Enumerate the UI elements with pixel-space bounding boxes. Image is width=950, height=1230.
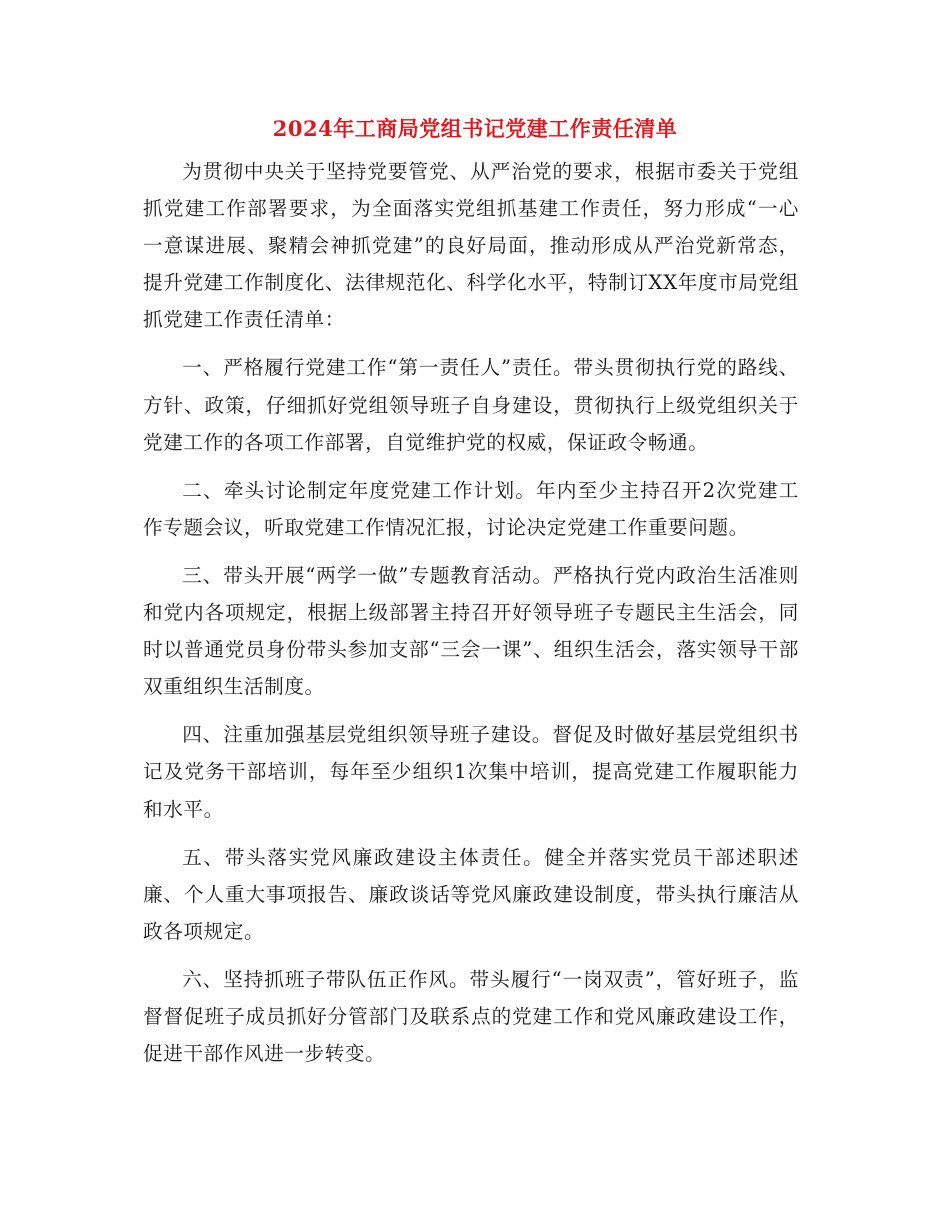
document-title: 2024年工商局党组书记党建工作责任清单 <box>272 116 678 141</box>
intro-paragraph: 为贯彻中央关于坚持党要管党、从严治党的要求，根据市委关于党组抓党建工作部署要求，为全面落实党组抓基建工作责任，努力形成“一心一意谋进展、聚精会神抓党建”的良好局面，推动形成从严治党新常态，提升党建工作制度化、法律规范化、科学化水平，特制订XX年度市局党组抓党建工作责任清单： <box>143 160 799 332</box>
item-paragraph-6: 六、坚持抓班子带队伍正作风。带头履行“一岗双责”，管好班子，监督督促班子成员抓好分管部门及联系点的党建工作和党风廉政建设工作，促进干部作风进一步转变。 <box>143 967 799 1066</box>
document-body <box>143 153 799 1072</box>
item-paragraph-4: 四、注重加强基层党组织领导班子建设。督促及时做好基层党组织书记及党务干部培训，每年至少组织1次集中培训，提高党建工作履职能力和水平。 <box>143 723 799 821</box>
item-paragraph-5: 五、带头落实党风廉政建设主体责任。健全并落实党员干部述职述廉、个人重大事项报告、廉政谈话等党风廉政建设制度，带头执行廉洁从政各项规定。 <box>143 845 799 943</box>
item-paragraph-2: 二、牵头讨论制定年度党建工作计划。年内至少主持召开2次党建工作专题会议，听取党建工作情况汇报，讨论决定党建工作重要问题。 <box>143 478 799 539</box>
item-paragraph-3: 三、带头开展“两学一做”专题教育活动。严格执行党内政治生活准则和党内各项规定，根据上级部署主持召开好领导班子专题民主生活会，同时以普通党员身份带头参加支部“三会一课”、组织生活会，落实领导干部双重组织生活制度。 <box>143 563 799 699</box>
item-paragraph-1: 一、严格履行党建工作“第一责任人”责任。带头贯彻执行党的路线、方针、政策，仔细抓好党组领导班子自身建设，贯彻执行上级党组织关于党建工作的各项工作部署，自觉维护党的权威，保证政令畅通。 <box>143 356 799 454</box>
